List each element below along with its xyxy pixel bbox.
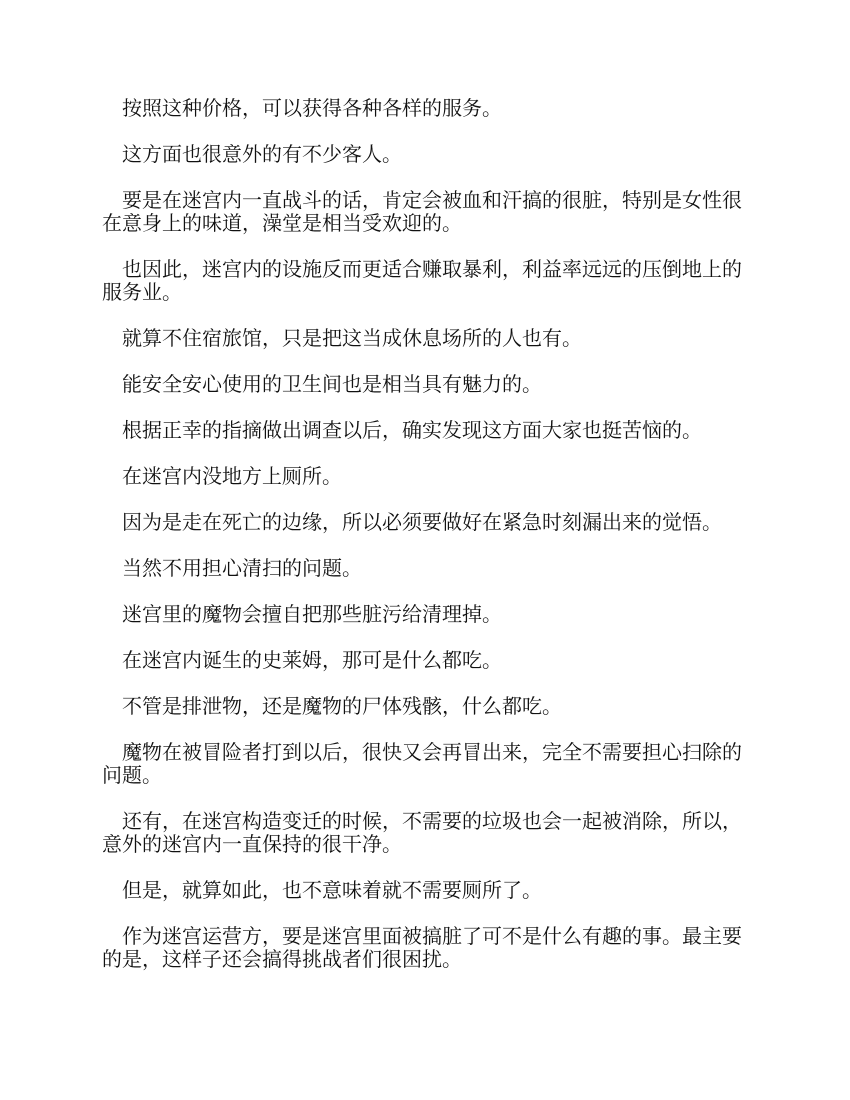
paragraph: 要是在迷宫内一直战斗的话，肯定会被血和汗搞的很脏，特别是女性很在意身上的味道，澡堂是相当受欢迎的。 (102, 188, 742, 235)
document-page (102, 97, 747, 994)
paragraph: 迷宫里的魔物会擅自把那些脏污给清理掉。 (122, 602, 502, 626)
paragraph: 就算不住宿旅馆，只是把这当成休息场所的人也有。 (122, 326, 582, 350)
paragraph: 但是，就算如此，也不意味着就不需要厕所了。 (122, 878, 542, 902)
paragraph: 根据正幸的指摘做出调查以后，确实发现这方面大家也挺苦恼的。 (122, 418, 702, 442)
paragraph: 也因此，迷宫内的设施反而更适合赚取暴利，利益率远远的压倒地上的服务业。 (102, 257, 742, 304)
paragraph: 在迷宫内诞生的史莱姆，那可是什么都吃。 (122, 648, 502, 672)
paragraph: 能安全安心使用的卫生间也是相当具有魅力的。 (122, 372, 542, 396)
paragraph: 因为是走在死亡的边缘，所以必须要做好在紧急时刻漏出来的觉悟。 (122, 510, 722, 534)
paragraph: 按照这种价格，可以获得各种各样的服务。 (122, 96, 502, 120)
paragraph: 作为迷宫运营方，要是迷宫里面被搞脏了可不是什么有趣的事。最主要的是，这样子还会搞得挑战者们很困扰。 (102, 924, 742, 971)
paragraph: 当然不用担心清扫的问题。 (122, 556, 362, 580)
paragraph: 不管是排泄物，还是魔物的尸体残骸，什么都吃。 (122, 694, 562, 718)
paragraph: 还有，在迷宫构造变迁的时候，不需要的垃圾也会一起被消除，所以，意外的迷宫内一直保持的很干净。 (102, 809, 742, 856)
paragraph: 这方面也很意外的有不少客人。 (122, 142, 402, 166)
paragraph: 魔物在被冒险者打到以后，很快又会再冒出来，完全不需要担心扫除的问题。 (102, 740, 742, 787)
paragraph: 在迷宫内没地方上厕所。 (122, 464, 342, 488)
